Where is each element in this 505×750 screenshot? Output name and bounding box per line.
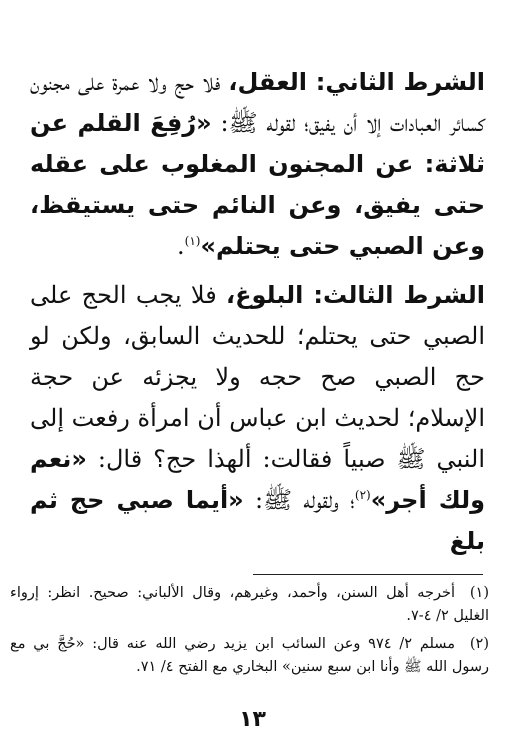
paragraph-text: فلا يجب الحج على الصبي حتى يحتلم؛ للحديث السابق، ولكن لو حج الصبي صح حجه ولا يجزئه عن حجة الإسلام؛ لحديث ابن عباس أن امرأة رفعت إلى النبي ﷺ صبياً فقالت: ألهذا حج؟ قال:: [30, 281, 485, 473]
paragraph-condition-sanity: [30, 62, 485, 267]
hadith-quote: «أيما صبي حج ثم بلغ: [30, 486, 485, 555]
footnote-number: (٢): [469, 636, 490, 652]
paragraph-end: .: [176, 232, 185, 260]
footnote-ref-2[interactable]: (٢): [354, 488, 371, 502]
footnote-text: أخرجه أهل السنن، وأحمد، وغيرهم، وقال الألباني: صحيح. انظر: إرواء الغليل ٢/ ٤-٧.: [10, 585, 489, 624]
footnote: [10, 633, 489, 679]
paragraph-text: فلا حج ولا عمرة على مجنون كسائر العبادات إلا أن يفيق؛ لقوله ﷺ:: [30, 68, 485, 137]
footnote-ref-1[interactable]: (١): [184, 234, 201, 248]
paragraph-text: ؛ ولقوله ﷺ:: [243, 486, 355, 514]
footnote-number: (١): [469, 585, 489, 601]
heading-condition-three: الشرط الثالث: البلوغ،: [225, 281, 485, 309]
footnote-text: مسلم ٢/ ٩٧٤ وعن السائب ابن يزيد رضي الله عنه قال: «حُجَّ بي مع رسول الله ﷺ وأنا ابن سبع سنين» البخاري مع الفتح ٤/ ٧١.: [10, 636, 489, 675]
page-number: ١٣: [239, 707, 266, 732]
paragraph-condition-puberty: [30, 275, 485, 562]
footnote: [10, 582, 489, 628]
hadith-quote: «نعم ولك أجر»: [30, 445, 486, 514]
hadith-quote: «رُفِعَ القلم عن ثلاثة: عن المجنون المغلوب على عقله حتى يفيق، وعن النائم حتى يستيقظ، وعن الصبي حتى يحتلم»: [30, 109, 485, 260]
main-text: [30, 62, 485, 562]
footnotes: [10, 582, 489, 684]
heading-condition-two: الشرط الثاني: العقل،: [228, 68, 485, 96]
footnote-separator: [253, 574, 483, 575]
